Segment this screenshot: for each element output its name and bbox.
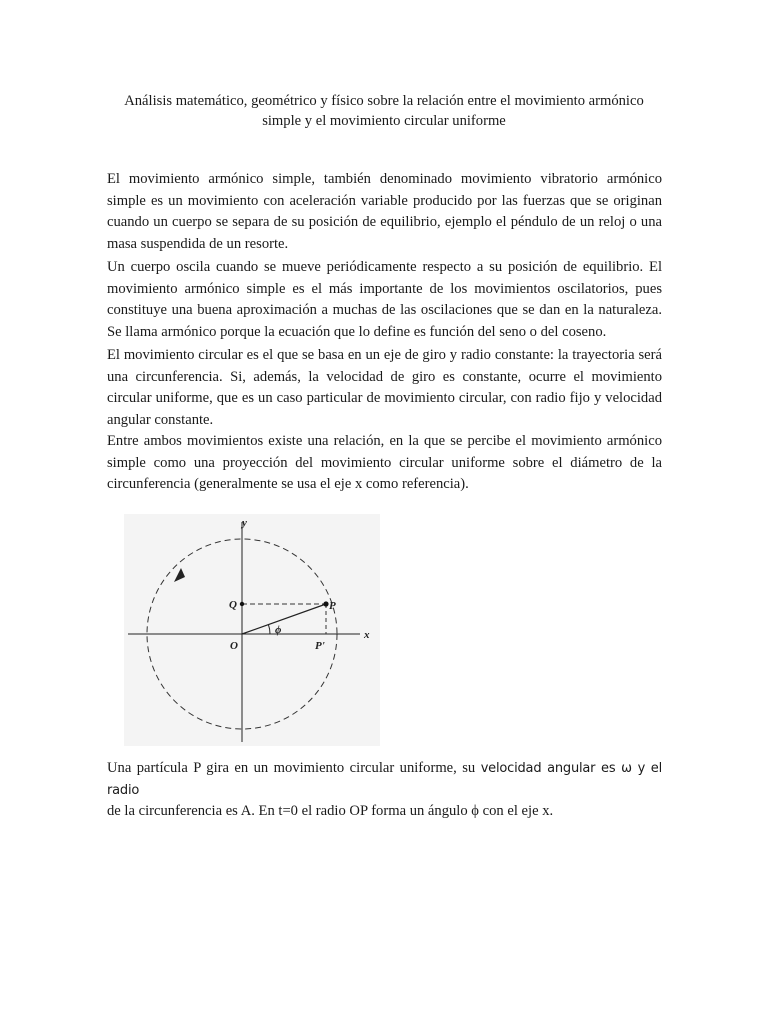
label-p: P [329, 600, 336, 612]
label-p-prime: P' [315, 640, 325, 652]
document-title [100, 91, 668, 131]
title-line-2: simple y el movimiento circular uniforme [262, 113, 506, 129]
paragraph-3: El movimiento circular es el que se basa en un eje de giro y radio constante: la trayectoria será una circunferencia. Si, además, la velocidad de giro es constante, ocurre el movimiento circular uniforme, que es un caso particular de movimiento circular, con radio fijo y velocidad angular constante. [107, 347, 662, 428]
angle-arc [268, 625, 270, 634]
label-y: y [242, 517, 247, 529]
paragraph-2: Un cuerpo oscila cuando se mueve periódicamente respecto a su posición de equilibrio. El movimiento armónico simple es el más importante de los movimientos oscilatorios, pues constituye una buena aproximación a muchas de las oscilaciones que se dan en la naturaleza. Se llama armónico porque la ecuación que lo define es función del seno o del coseno. [107, 259, 662, 340]
paragraph-5-part-2: velocidad angular es ω y el radio [107, 761, 663, 798]
point-q [240, 602, 244, 606]
rotation-arrow-icon [174, 568, 185, 582]
title-line-1: Análisis matemático, geométrico y físico sobre la relación entre el movimiento armónico [124, 93, 644, 109]
circle-diagram-figure [124, 514, 380, 746]
label-q: Q [229, 599, 237, 611]
radius-op [242, 604, 326, 634]
paragraph-5 [107, 758, 662, 823]
paragraph-5-part-1: Una partícula P gira en un movimiento circular uniforme, su [107, 760, 481, 776]
point-p [323, 601, 328, 606]
paragraph-1: El movimiento armónico simple, también denominado movimiento vibratorio armónico simple es un movimiento con aceleración variable producido por las fuerzas que se originan cuando un cuerpo se separa de su posición de equilibrio, ejemplo el péndulo de un reloj o una masa suspendida de un resorte. [107, 171, 662, 252]
paragraph-4: Entre ambos movimientos existe una relación, en la que se percibe el movimiento armónico simple como una proyección del movimiento circular uniforme sobre el diámetro de la circunferencia (generalmente se usa el eje x como referencia). [107, 433, 662, 492]
label-x: x [364, 629, 370, 641]
label-o: O [230, 640, 238, 652]
label-phi: ϕ [275, 624, 282, 636]
circle-diagram-svg [124, 514, 380, 746]
paragraph-5-part-3: de la circunferencia es A. En t=0 el radio OP forma un ángulo ϕ con el eje x. [107, 803, 554, 819]
